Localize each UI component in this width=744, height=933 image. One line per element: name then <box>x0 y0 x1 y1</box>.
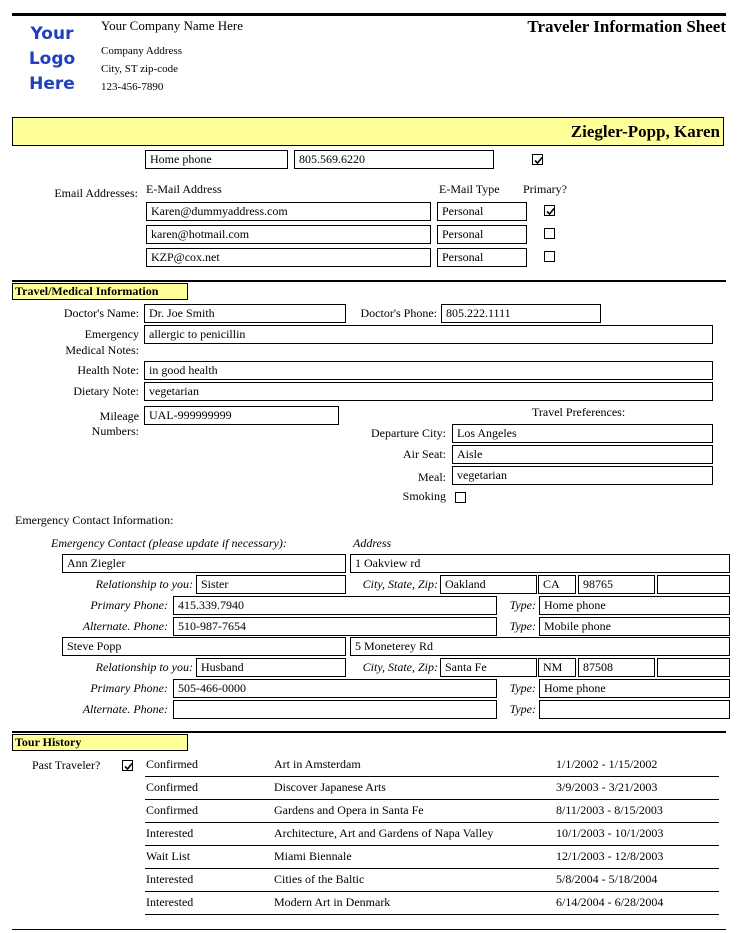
tour-row <box>145 823 719 846</box>
primary-phone-field[interactable]: 505-466-0000 <box>173 679 497 698</box>
email-type-field[interactable]: Personal <box>437 202 527 221</box>
city-field[interactable]: Oakland <box>440 575 537 594</box>
air-seat-field[interactable]: Aisle <box>452 445 713 464</box>
sheet-title: Traveler Information Sheet <box>527 17 726 36</box>
phone-primary-checkbox[interactable] <box>532 154 543 165</box>
tour-dates: 12/1/2003 - 12/8/2003 <box>556 849 664 863</box>
tour-status: Interested <box>146 826 194 840</box>
tour-row <box>145 892 719 915</box>
contact-name-field[interactable]: Ann Ziegler <box>62 554 346 573</box>
mileage-numbers-field[interactable]: UAL-999999999 <box>144 406 339 425</box>
company-name: Your Company Name Here <box>101 18 244 33</box>
section-rule <box>12 280 726 282</box>
meal-field[interactable]: vegetarian <box>452 466 713 485</box>
tour-dates: 10/1/2003 - 10/1/2003 <box>556 826 664 840</box>
city-field[interactable]: Santa Fe <box>440 658 537 677</box>
tour-name: Discover Japanese Arts <box>274 780 386 794</box>
meal-label: Meal: <box>418 470 446 484</box>
doctor-name-label: Doctor's Name: <box>63 306 139 320</box>
tour-status: Confirmed <box>146 757 198 771</box>
tour-dates: 6/14/2004 - 6/28/2004 <box>556 895 664 909</box>
logo-line: Here <box>29 74 75 94</box>
smoking-label: Smoking <box>402 489 446 503</box>
email-section-label: Email Addresses: <box>54 186 138 200</box>
primary-phone-type-field[interactable]: Home phone <box>539 596 730 615</box>
header-rule <box>12 13 726 16</box>
type-label: Type: <box>509 681 536 695</box>
relationship-label: Relationship to you: <box>95 577 193 591</box>
tour-status: Interested <box>146 895 194 909</box>
past-traveler-label: Past Traveler? <box>32 758 101 772</box>
mileage-label: Mileage <box>99 409 139 423</box>
email-type-field[interactable]: Personal <box>437 225 527 244</box>
tour-status: Interested <box>146 872 194 886</box>
tour-row <box>145 846 719 869</box>
contact-name-field[interactable]: Steve Popp <box>62 637 346 656</box>
tour-row <box>145 777 719 800</box>
relationship-label: Relationship to you: <box>95 660 193 674</box>
health-note-field[interactable]: in good health <box>144 361 713 380</box>
health-note-label: Health Note: <box>77 363 139 377</box>
type-label: Type: <box>509 702 536 716</box>
relationship-field[interactable]: Husband <box>196 658 346 677</box>
email-address-field[interactable]: Karen@dummyaddress.com <box>146 202 431 221</box>
tour-status: Wait List <box>146 849 191 863</box>
tour-dates: 8/11/2003 - 8/15/2003 <box>556 803 663 817</box>
phone-type-field[interactable]: Home phone <box>145 150 288 169</box>
section-rule <box>12 731 726 733</box>
alternate-phone-type-field[interactable]: Mobile phone <box>539 617 730 636</box>
zip-field[interactable]: 87508 <box>578 658 655 677</box>
tour-status: Confirmed <box>146 780 198 794</box>
doctor-name-field[interactable]: Dr. Joe Smith <box>144 304 346 323</box>
dietary-note-label: Dietary Note: <box>73 384 139 398</box>
city-state-zip-label: City, State, Zip: <box>362 660 438 674</box>
mileage-label: Numbers: <box>91 424 139 438</box>
company-address: Company Address <box>101 45 182 57</box>
footer-rule <box>12 929 726 930</box>
departure-city-field[interactable]: Los Angeles <box>452 424 713 443</box>
tour-dates: 5/8/2004 - 5/18/2004 <box>556 872 658 886</box>
primary-phone-field[interactable]: 415.339.7940 <box>173 596 497 615</box>
zip-extra-field[interactable] <box>657 658 730 677</box>
state-field[interactable]: CA <box>538 575 576 594</box>
tour-name: Cities of the Baltic <box>274 872 365 886</box>
tour-dates: 1/1/2002 - 1/15/2002 <box>556 757 658 771</box>
traveler-name: Ziegler-Popp, Karen <box>570 122 720 141</box>
city-state-zip-label: City, State, Zip: <box>362 577 438 591</box>
email-col-address: E-Mail Address <box>146 182 222 196</box>
emergency-col-address: Address <box>353 536 392 550</box>
dietary-note-field[interactable]: vegetarian <box>144 382 713 401</box>
emergency-notes-label: Emergency <box>84 327 139 341</box>
company-city: City, ST zip-code <box>101 63 178 75</box>
zip-field[interactable]: 98765 <box>578 575 655 594</box>
logo-line: Logo <box>28 49 76 69</box>
alternate-phone-type-field[interactable] <box>539 700 730 719</box>
email-address-field[interactable]: karen@hotmail.com <box>146 225 431 244</box>
email-primary-checkbox[interactable] <box>544 205 555 216</box>
emergency-notes-field[interactable]: allergic to penicillin <box>144 325 713 344</box>
email-address-field[interactable]: KZP@cox.net <box>146 248 431 267</box>
relationship-field[interactable]: Sister <box>196 575 346 594</box>
departure-city-label: Departure City: <box>371 426 446 440</box>
traveler-name-band <box>12 117 724 146</box>
alternate-phone-field[interactable] <box>173 700 497 719</box>
email-col-type: E-Mail Type <box>439 182 500 196</box>
tour-row <box>145 754 719 777</box>
travel-preferences-title: Travel Preferences: <box>532 405 626 419</box>
phone-number-field[interactable]: 805.569.6220 <box>294 150 494 169</box>
emergency-contact-section-label: Emergency Contact Information: <box>15 513 174 527</box>
primary-phone-label: Primary Phone: <box>90 681 168 695</box>
email-col-primary: Primary? <box>523 182 567 196</box>
tour-name: Gardens and Opera in Santa Fe <box>274 803 424 817</box>
past-traveler-checkbox[interactable] <box>122 760 133 771</box>
state-field[interactable]: NM <box>538 658 576 677</box>
type-label: Type: <box>509 619 536 633</box>
zip-extra-field[interactable] <box>657 575 730 594</box>
email-primary-checkbox[interactable] <box>544 251 555 262</box>
emergency-notes-label: Medical Notes: <box>65 343 139 357</box>
alternate-phone-field[interactable]: 510-987-7654 <box>173 617 497 636</box>
company-phone: 123-456-7890 <box>101 81 164 93</box>
tour-dates: 3/9/2003 - 3/21/2003 <box>556 780 658 794</box>
logo-line: Your <box>30 24 74 44</box>
company-logo <box>22 22 82 97</box>
travel-medical-section-title: Travel/Medical Information <box>12 283 188 300</box>
alternate-phone-label: Alternate. Phone: <box>82 619 168 633</box>
email-primary-checkbox[interactable] <box>544 228 555 239</box>
tour-history-section-title: Tour History <box>12 734 188 751</box>
email-type-field[interactable]: Personal <box>437 248 527 267</box>
primary-phone-type-field[interactable]: Home phone <box>539 679 730 698</box>
alternate-phone-label: Alternate. Phone: <box>82 702 168 716</box>
type-label: Type: <box>509 598 536 612</box>
doctor-phone-label: Doctor's Phone: <box>360 306 437 320</box>
tour-name: Architecture, Art and Gardens of Napa Valley <box>274 826 494 840</box>
air-seat-label: Air Seat: <box>403 447 446 461</box>
tour-name: Modern Art in Denmark <box>274 895 391 909</box>
smoking-checkbox[interactable] <box>455 492 466 503</box>
tour-name: Art in Amsterdam <box>274 757 361 771</box>
contact-address-field[interactable]: 5 Moneterey Rd <box>350 637 730 656</box>
emergency-col-contact: Emergency Contact (please update if necessary): <box>51 536 287 550</box>
tour-name: Miami Biennale <box>274 849 352 863</box>
tour-row <box>145 800 719 823</box>
doctor-phone-field[interactable]: 805.222.1111 <box>441 304 601 323</box>
tour-status: Confirmed <box>146 803 198 817</box>
primary-phone-label: Primary Phone: <box>90 598 168 612</box>
contact-address-field[interactable]: 1 Oakview rd <box>350 554 730 573</box>
tour-row <box>145 869 719 892</box>
